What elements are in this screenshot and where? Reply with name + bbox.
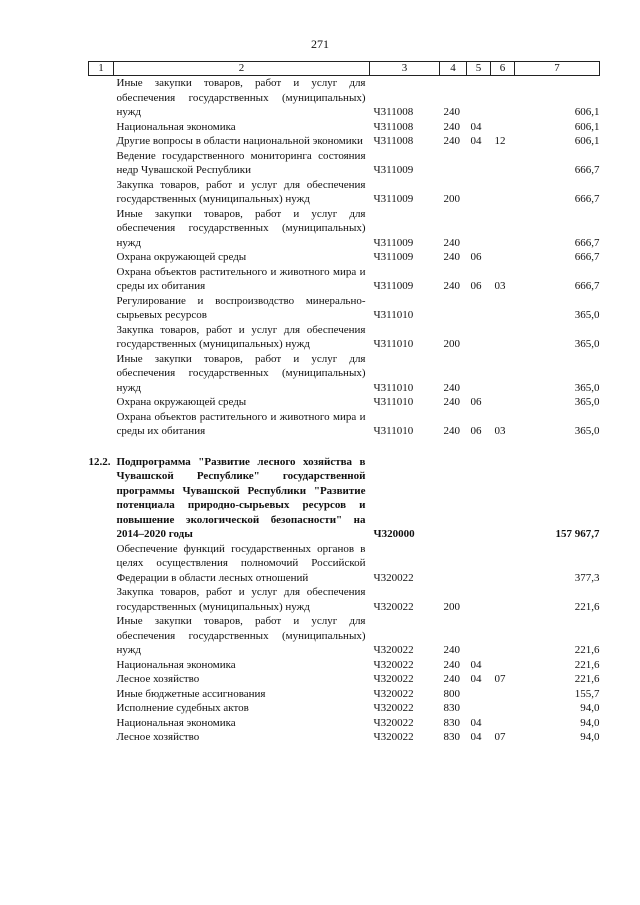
description-cell: Ведение государственного мониторинга состояния недр Чувашской Республики (116, 149, 366, 176)
section-cell (467, 323, 491, 352)
section-cell (467, 294, 491, 323)
subsection-cell (491, 120, 515, 135)
description-cell: Иные бюджетные ассигнования (116, 687, 266, 700)
description-cell: Национальная экономика (116, 120, 236, 133)
subsection-cell (491, 178, 515, 207)
target-article-cell: Ч311009 (373, 164, 414, 176)
expense-type-cell: 240 (443, 673, 460, 685)
target-article-cell: Ч311009 (373, 251, 414, 263)
expense-type-cell: 240 (443, 658, 460, 671)
table-row (89, 207, 600, 251)
target-article-cell: Ч311009 (373, 236, 414, 249)
description-cell: Охрана окружающей среды (116, 396, 247, 408)
section-cell (467, 207, 491, 251)
section-cell: 06 (470, 396, 482, 408)
amount-cell: 377,3 (574, 571, 600, 584)
description-cell: Закупка товаров, работ и услуг для обеспечения государственных (муниципальных) нужд (116, 178, 366, 205)
section-cell (467, 701, 491, 716)
budget-table (88, 61, 600, 745)
header-col-6: 6 (491, 62, 515, 76)
row-index-cell (89, 672, 114, 687)
table-row (89, 701, 600, 716)
description-cell: Охрана объектов растительного и животного мира и среды их обитания (116, 410, 366, 437)
row-index-cell (89, 395, 114, 410)
target-article-cell: Ч311008 (373, 106, 414, 118)
subsection-cell (491, 716, 515, 731)
table-row (89, 250, 600, 265)
row-index-cell (89, 687, 114, 702)
subsection-cell: 07 (494, 731, 506, 743)
amount-cell: 155,7 (574, 687, 600, 700)
description-cell: Иные закупки товаров, работ и услуг для обеспечения государственных (муниципальных) нужд (116, 207, 366, 249)
header-col-1: 1 (89, 62, 114, 76)
row-index-cell (89, 701, 114, 716)
subsection-cell (491, 76, 515, 120)
target-article-cell: Ч320022 (373, 571, 414, 584)
page-number: 271 (311, 37, 329, 51)
expense-type-cell: 240 (443, 381, 460, 394)
section-cell (467, 614, 491, 658)
amount-cell: 365,0 (574, 309, 600, 321)
expense-type-cell: 830 (443, 731, 460, 743)
target-article-cell: Ч320022 (373, 687, 414, 700)
amount-cell: 221,6 (574, 600, 600, 613)
row-index-cell (89, 250, 114, 265)
amount-cell: 606,1 (574, 106, 600, 118)
row-index-cell (89, 614, 114, 658)
expense-type-cell: 240 (443, 251, 460, 263)
target-article-cell: Ч311009 (373, 280, 414, 292)
row-index-cell (89, 207, 114, 251)
table-row (89, 658, 600, 673)
subsection-cell (491, 323, 515, 352)
spacer-cell (89, 439, 600, 455)
table-row (89, 294, 600, 323)
subsection-cell (491, 149, 515, 178)
amount-cell: 221,6 (574, 673, 600, 685)
target-article-cell: Ч320000 (373, 528, 415, 540)
table-row (89, 265, 600, 294)
target-article-cell: Ч311010 (373, 396, 414, 408)
target-article-cell: Ч311008 (373, 135, 414, 147)
amount-cell: 94,0 (580, 716, 600, 729)
amount-cell: 606,1 (574, 135, 600, 147)
section-cell: 04 (470, 135, 482, 147)
expense-type-cell: 240 (443, 396, 460, 408)
table-body (89, 76, 600, 745)
section-cell (467, 455, 491, 542)
header-col-5: 5 (467, 62, 491, 76)
amount-cell: 365,0 (574, 381, 600, 394)
section-cell: 04 (470, 716, 482, 729)
subsection-cell (491, 687, 515, 702)
target-article-cell: Ч320022 (373, 658, 414, 671)
subsection-cell: 07 (494, 673, 506, 685)
table-row (89, 395, 600, 410)
subsection-cell (491, 352, 515, 396)
row-index-cell (89, 658, 114, 673)
section-cell (467, 76, 491, 120)
subsection-cell (491, 658, 515, 673)
subsection-cell (491, 455, 515, 542)
header-col-2: 2 (114, 62, 370, 76)
section-cell (467, 352, 491, 396)
description-cell: Охрана окружающей среды (116, 251, 247, 263)
header-row (89, 62, 600, 76)
description-cell: Закупка товаров, работ и услуг для обеспечения государственных (муниципальных) нужд (116, 323, 366, 350)
expense-type-cell (440, 542, 467, 586)
expense-type-cell: 200 (443, 193, 460, 205)
amount-cell: 666,7 (574, 193, 600, 205)
description-cell: Иные закупки товаров, работ и услуг для обеспечения государственных (муниципальных) нужд (116, 615, 366, 656)
table-row (89, 716, 600, 731)
header-col-3: 3 (370, 62, 440, 76)
row-index-cell (89, 178, 114, 207)
target-article-cell: Ч311010 (373, 381, 414, 394)
amount-cell: 606,1 (574, 120, 600, 133)
expense-type-cell: 830 (443, 716, 460, 729)
section-cell (467, 542, 491, 586)
description-cell: Другие вопросы в области национальной экономики (116, 135, 363, 147)
expense-type-cell: 240 (443, 644, 460, 656)
table-row (89, 542, 600, 586)
table-row (89, 687, 600, 702)
expense-type-cell: 200 (443, 600, 460, 613)
expense-type-cell: 240 (443, 236, 460, 249)
subsection-cell: 12 (494, 135, 506, 147)
row-index-cell (89, 585, 114, 614)
table-row (89, 672, 600, 687)
row-index-cell (89, 352, 114, 396)
row-index-cell (89, 76, 114, 120)
table-row (89, 149, 600, 178)
subsection-cell (491, 701, 515, 716)
description-cell: Закупка товаров, работ и услуг для обеспечения государственных (муниципальных) нужд (116, 586, 366, 613)
description-cell: Обеспечение функций государственных органов в целях осуществления полномочий Российской Федерации в области лесных отношений (116, 542, 366, 584)
description-cell: Национальная экономика (116, 716, 236, 729)
amount-cell: 221,6 (574, 644, 600, 656)
table-row (89, 352, 600, 396)
row-index-cell (89, 410, 114, 439)
table-row (89, 120, 600, 135)
amount-cell: 94,0 (580, 731, 600, 743)
subsection-cell (491, 395, 515, 410)
expense-type-cell: 240 (443, 425, 460, 437)
subsection-cell (491, 294, 515, 323)
description-cell: Подпрограмма "Развитие лесного хозяйства в Чувашской Республике" государственной программы Чувашской Республики "Развитие потенциала природно-сырьевых ресурсов и повышение экологической безопасности" на 2014–2020 годы (116, 455, 366, 540)
target-article-cell: Ч311010 (373, 309, 414, 321)
amount-cell: 666,7 (574, 164, 600, 176)
row-index-cell (89, 716, 114, 731)
target-article-cell: Ч320022 (373, 716, 414, 729)
amount-cell: 365,0 (574, 425, 600, 437)
row-index-cell (89, 120, 114, 135)
section-cell: 06 (470, 425, 482, 437)
amount-cell: 666,7 (574, 236, 600, 249)
row-index-cell (89, 730, 114, 745)
subsection-cell (491, 207, 515, 251)
expense-type-cell: 240 (443, 135, 460, 147)
target-article-cell: Ч320022 (373, 731, 414, 743)
section-cell (467, 687, 491, 702)
section-cell: 06 (470, 251, 482, 263)
expense-type-cell (440, 294, 467, 323)
table-row (89, 134, 600, 149)
subsection-cell (491, 250, 515, 265)
section-cell: 06 (470, 280, 482, 292)
table-row (89, 614, 600, 658)
expense-type-cell: 240 (443, 106, 460, 118)
expense-type-cell (440, 455, 467, 542)
target-article-cell: Ч320022 (373, 673, 414, 685)
target-article-cell: Ч311009 (373, 193, 414, 205)
amount-cell: 221,6 (574, 658, 600, 671)
spacer-row (89, 439, 600, 455)
expense-type-cell: 830 (443, 702, 460, 714)
row-index-cell (89, 323, 114, 352)
amount-cell: 94,0 (580, 702, 600, 714)
row-index-cell (89, 149, 114, 178)
subsection-cell: 03 (494, 425, 506, 437)
description-cell: Национальная экономика (116, 658, 236, 671)
amount-cell: 666,7 (574, 251, 600, 263)
section-cell: 04 (470, 731, 482, 743)
subsection-cell (491, 542, 515, 586)
subprogram-row (89, 455, 600, 542)
target-article-cell: Ч320022 (373, 600, 414, 613)
description-cell: Регулирование и воспроизводство минерально-сырьевых ресурсов (116, 294, 366, 321)
row-index-cell (89, 294, 114, 323)
amount-cell: 365,0 (574, 338, 600, 350)
amount-cell: 365,0 (574, 396, 600, 408)
table-row (89, 585, 600, 614)
table-row (89, 410, 600, 439)
expense-type-cell (440, 149, 467, 178)
table-row (89, 323, 600, 352)
header-col-4: 4 (440, 62, 467, 76)
amount-cell: 666,7 (574, 280, 600, 292)
row-index-cell (89, 542, 114, 586)
table-row (89, 178, 600, 207)
description-cell: Охрана объектов растительного и животного мира и среды их обитания (116, 265, 366, 292)
description-cell: Лесное хозяйство (116, 673, 200, 685)
description-cell: Иные закупки товаров, работ и услуг для обеспечения государственных (муниципальных) нужд (116, 77, 366, 118)
expense-type-cell: 800 (443, 687, 460, 700)
row-index-cell: 12.2. (88, 455, 111, 468)
target-article-cell: Ч311010 (373, 425, 414, 437)
subsection-cell (491, 614, 515, 658)
expense-type-cell: 240 (443, 120, 460, 133)
section-cell: 04 (470, 673, 482, 685)
target-article-cell: Ч320022 (373, 702, 414, 714)
target-article-cell: Ч320022 (373, 644, 414, 656)
row-index-cell (89, 134, 114, 149)
subsection-cell (491, 585, 515, 614)
expense-type-cell: 240 (443, 280, 460, 292)
description-cell: Иные закупки товаров, работ и услуг для обеспечения государственных (муниципальных) нужд (116, 352, 366, 394)
header-col-7: 7 (515, 62, 600, 76)
table-row (89, 730, 600, 745)
section-cell (467, 149, 491, 178)
expense-type-cell: 200 (443, 338, 460, 350)
section-cell: 04 (470, 658, 482, 671)
section-cell: 04 (470, 120, 482, 133)
row-index-cell (89, 265, 114, 294)
subsection-cell: 03 (494, 280, 506, 292)
target-article-cell: Ч311008 (373, 120, 414, 133)
section-cell (467, 585, 491, 614)
section-cell (467, 178, 491, 207)
description-cell: Исполнение судебных актов (116, 702, 249, 714)
table-row (89, 76, 600, 120)
description-cell: Лесное хозяйство (116, 731, 200, 743)
target-article-cell: Ч311010 (373, 338, 414, 350)
amount-cell: 157 967,7 (555, 528, 600, 540)
